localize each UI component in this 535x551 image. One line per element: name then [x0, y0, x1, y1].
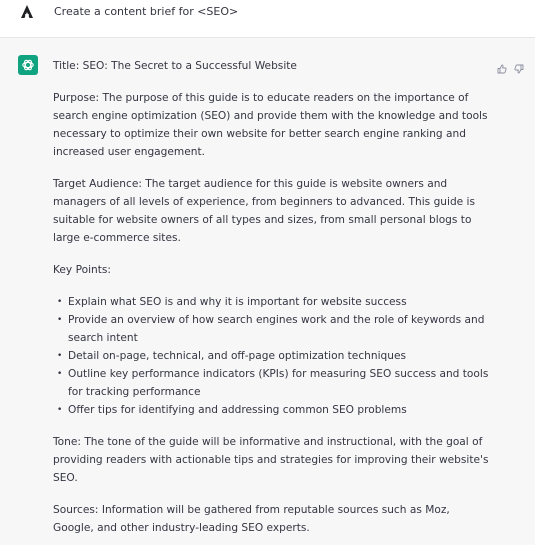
brief-sources: Sources: Information will be gathered from reputable sources such as Moz, Google, and other industry-leading SEO experts. — [53, 504, 450, 534]
arrow-logo-icon — [19, 4, 35, 20]
key-point-item: • Outline key performance indicators (KPIs) for measuring SEO success and tools for tracking performance — [68, 365, 493, 401]
key-point-item: • Explain what SEO is and why it is important for website success — [68, 293, 493, 311]
brief-tone: Tone: The tone of the guide will be informative and instructional, with the goal of providing readers with actionable tips and strategies for improving their website's SEO. — [53, 436, 489, 484]
assistant-message-row — [0, 38, 535, 545]
brief-title: Title: SEO: The Secret to a Successful Website — [53, 60, 297, 72]
key-points-list — [53, 293, 493, 419]
key-points-heading: Key Points: — [53, 264, 111, 276]
key-point-item: • Provide an overview of how search engines work and the role of keywords and search intent — [68, 311, 493, 347]
key-point-item: • Detail on-page, technical, and off-page optimization techniques — [68, 347, 493, 365]
brief-target-audience: Target Audience: The target audience for this guide is website owners and managers of all levels of experience, from beginners to advanced. This guide is suitable for website owners of all types and sizes, from small personal blogs to large e-commerce sites. — [53, 178, 476, 244]
thumbs-down-icon[interactable] — [514, 59, 524, 69]
openai-logo-icon — [18, 55, 38, 75]
thumbs-up-icon[interactable] — [497, 59, 507, 69]
user-message-row — [0, 0, 535, 38]
assistant-message-content — [53, 57, 493, 551]
user-message-text: Create a content brief for <SEO> — [54, 5, 239, 18]
key-point-item: • Offer tips for identifying and addressing common SEO problems — [68, 401, 493, 419]
brief-purpose: Purpose: The purpose of this guide is to educate readers on the importance of search engine optimization (SEO) and provide them with the knowledge and tools necessary to optimize their own website for better search engine ranking and increased user engagement. — [53, 92, 488, 158]
